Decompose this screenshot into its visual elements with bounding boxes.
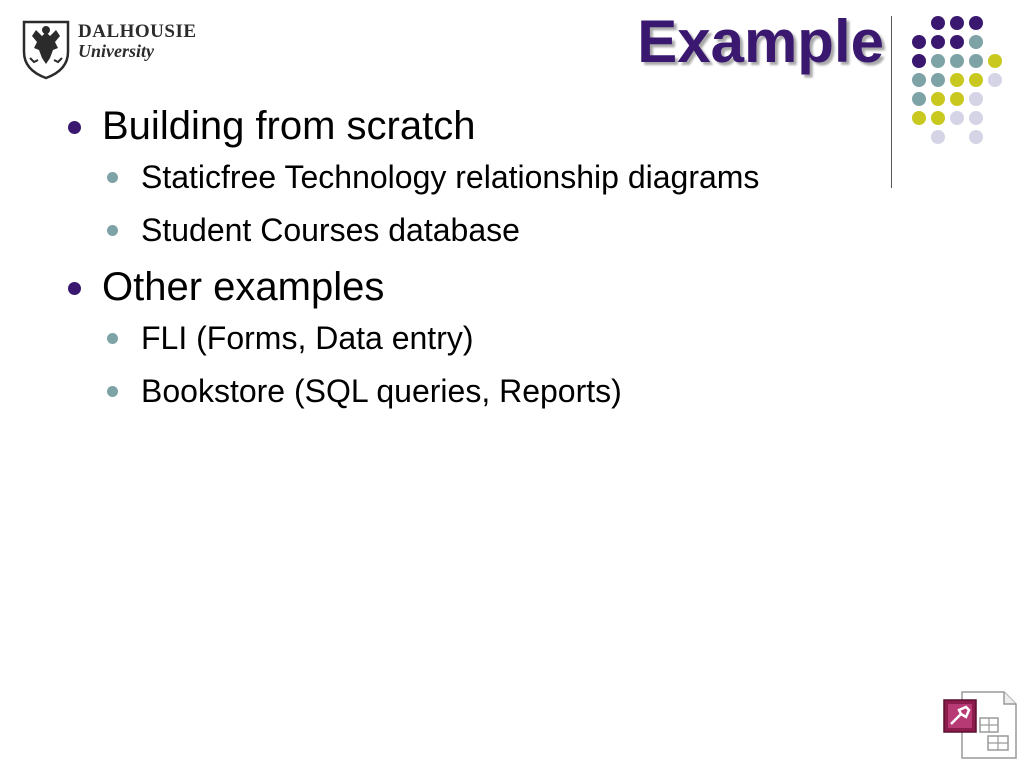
bullet-text: FLI (Forms, Data entry)	[141, 320, 474, 356]
bullet-text: Other examples	[102, 265, 385, 309]
bullet-item-level2	[64, 373, 884, 409]
bullet-dot-icon	[68, 121, 81, 134]
decorative-dot	[950, 16, 964, 30]
decorative-dot	[969, 73, 983, 87]
ms-access-icon[interactable]	[940, 690, 1020, 762]
decorative-dot	[912, 111, 926, 125]
decorative-dot	[931, 35, 945, 49]
bullet-dot-icon	[107, 386, 118, 397]
decorative-dot	[969, 92, 983, 106]
bullet-text: Building from scratch	[102, 104, 476, 148]
decorative-dot	[988, 54, 1002, 68]
decorative-dot	[931, 54, 945, 68]
bullet-dot-icon	[68, 282, 81, 295]
decorative-dot-grid	[900, 10, 1010, 170]
decorative-dot	[969, 16, 983, 30]
bullet-item-level2	[64, 159, 884, 195]
decorative-dot	[950, 54, 964, 68]
decorative-dot	[912, 35, 926, 49]
bullet-text: Student Courses database	[141, 212, 520, 248]
bullet-item-level2	[64, 212, 884, 248]
bullet-dot-icon	[107, 172, 118, 183]
bullet-item-level2	[64, 320, 884, 356]
decorative-dot	[969, 54, 983, 68]
decorative-dot	[912, 92, 926, 106]
bullet-text: Bookstore (SQL queries, Reports)	[141, 373, 622, 409]
bullet-item-level1	[64, 265, 884, 309]
bullet-dot-icon	[107, 225, 118, 236]
bullet-item-level1	[64, 104, 884, 148]
decorative-dot	[931, 111, 945, 125]
decorative-dot	[950, 92, 964, 106]
decorative-dot	[988, 73, 1002, 87]
slide-title: Example	[637, 8, 884, 75]
decorative-dot	[950, 73, 964, 87]
decorative-dot	[969, 111, 983, 125]
bullet-list	[64, 104, 884, 426]
decorative-dot	[931, 73, 945, 87]
decorative-dot	[912, 54, 926, 68]
decorative-dot	[969, 130, 983, 144]
bullet-text: Staticfree Technology relationship diagrams	[141, 159, 760, 195]
logo-line-1: DALHOUSIE	[78, 21, 197, 42]
bullet-dot-icon	[107, 333, 118, 344]
decorative-dot	[931, 92, 945, 106]
decorative-dot	[950, 35, 964, 49]
decorative-dot	[931, 130, 945, 144]
dalhousie-logo	[20, 18, 220, 84]
decorative-dot	[912, 73, 926, 87]
decorative-dot	[950, 111, 964, 125]
title-divider	[891, 16, 892, 188]
decorative-dot	[969, 35, 983, 49]
decorative-dot	[931, 16, 945, 30]
crest-icon	[20, 18, 72, 80]
logo-line-2: University	[78, 41, 154, 61]
